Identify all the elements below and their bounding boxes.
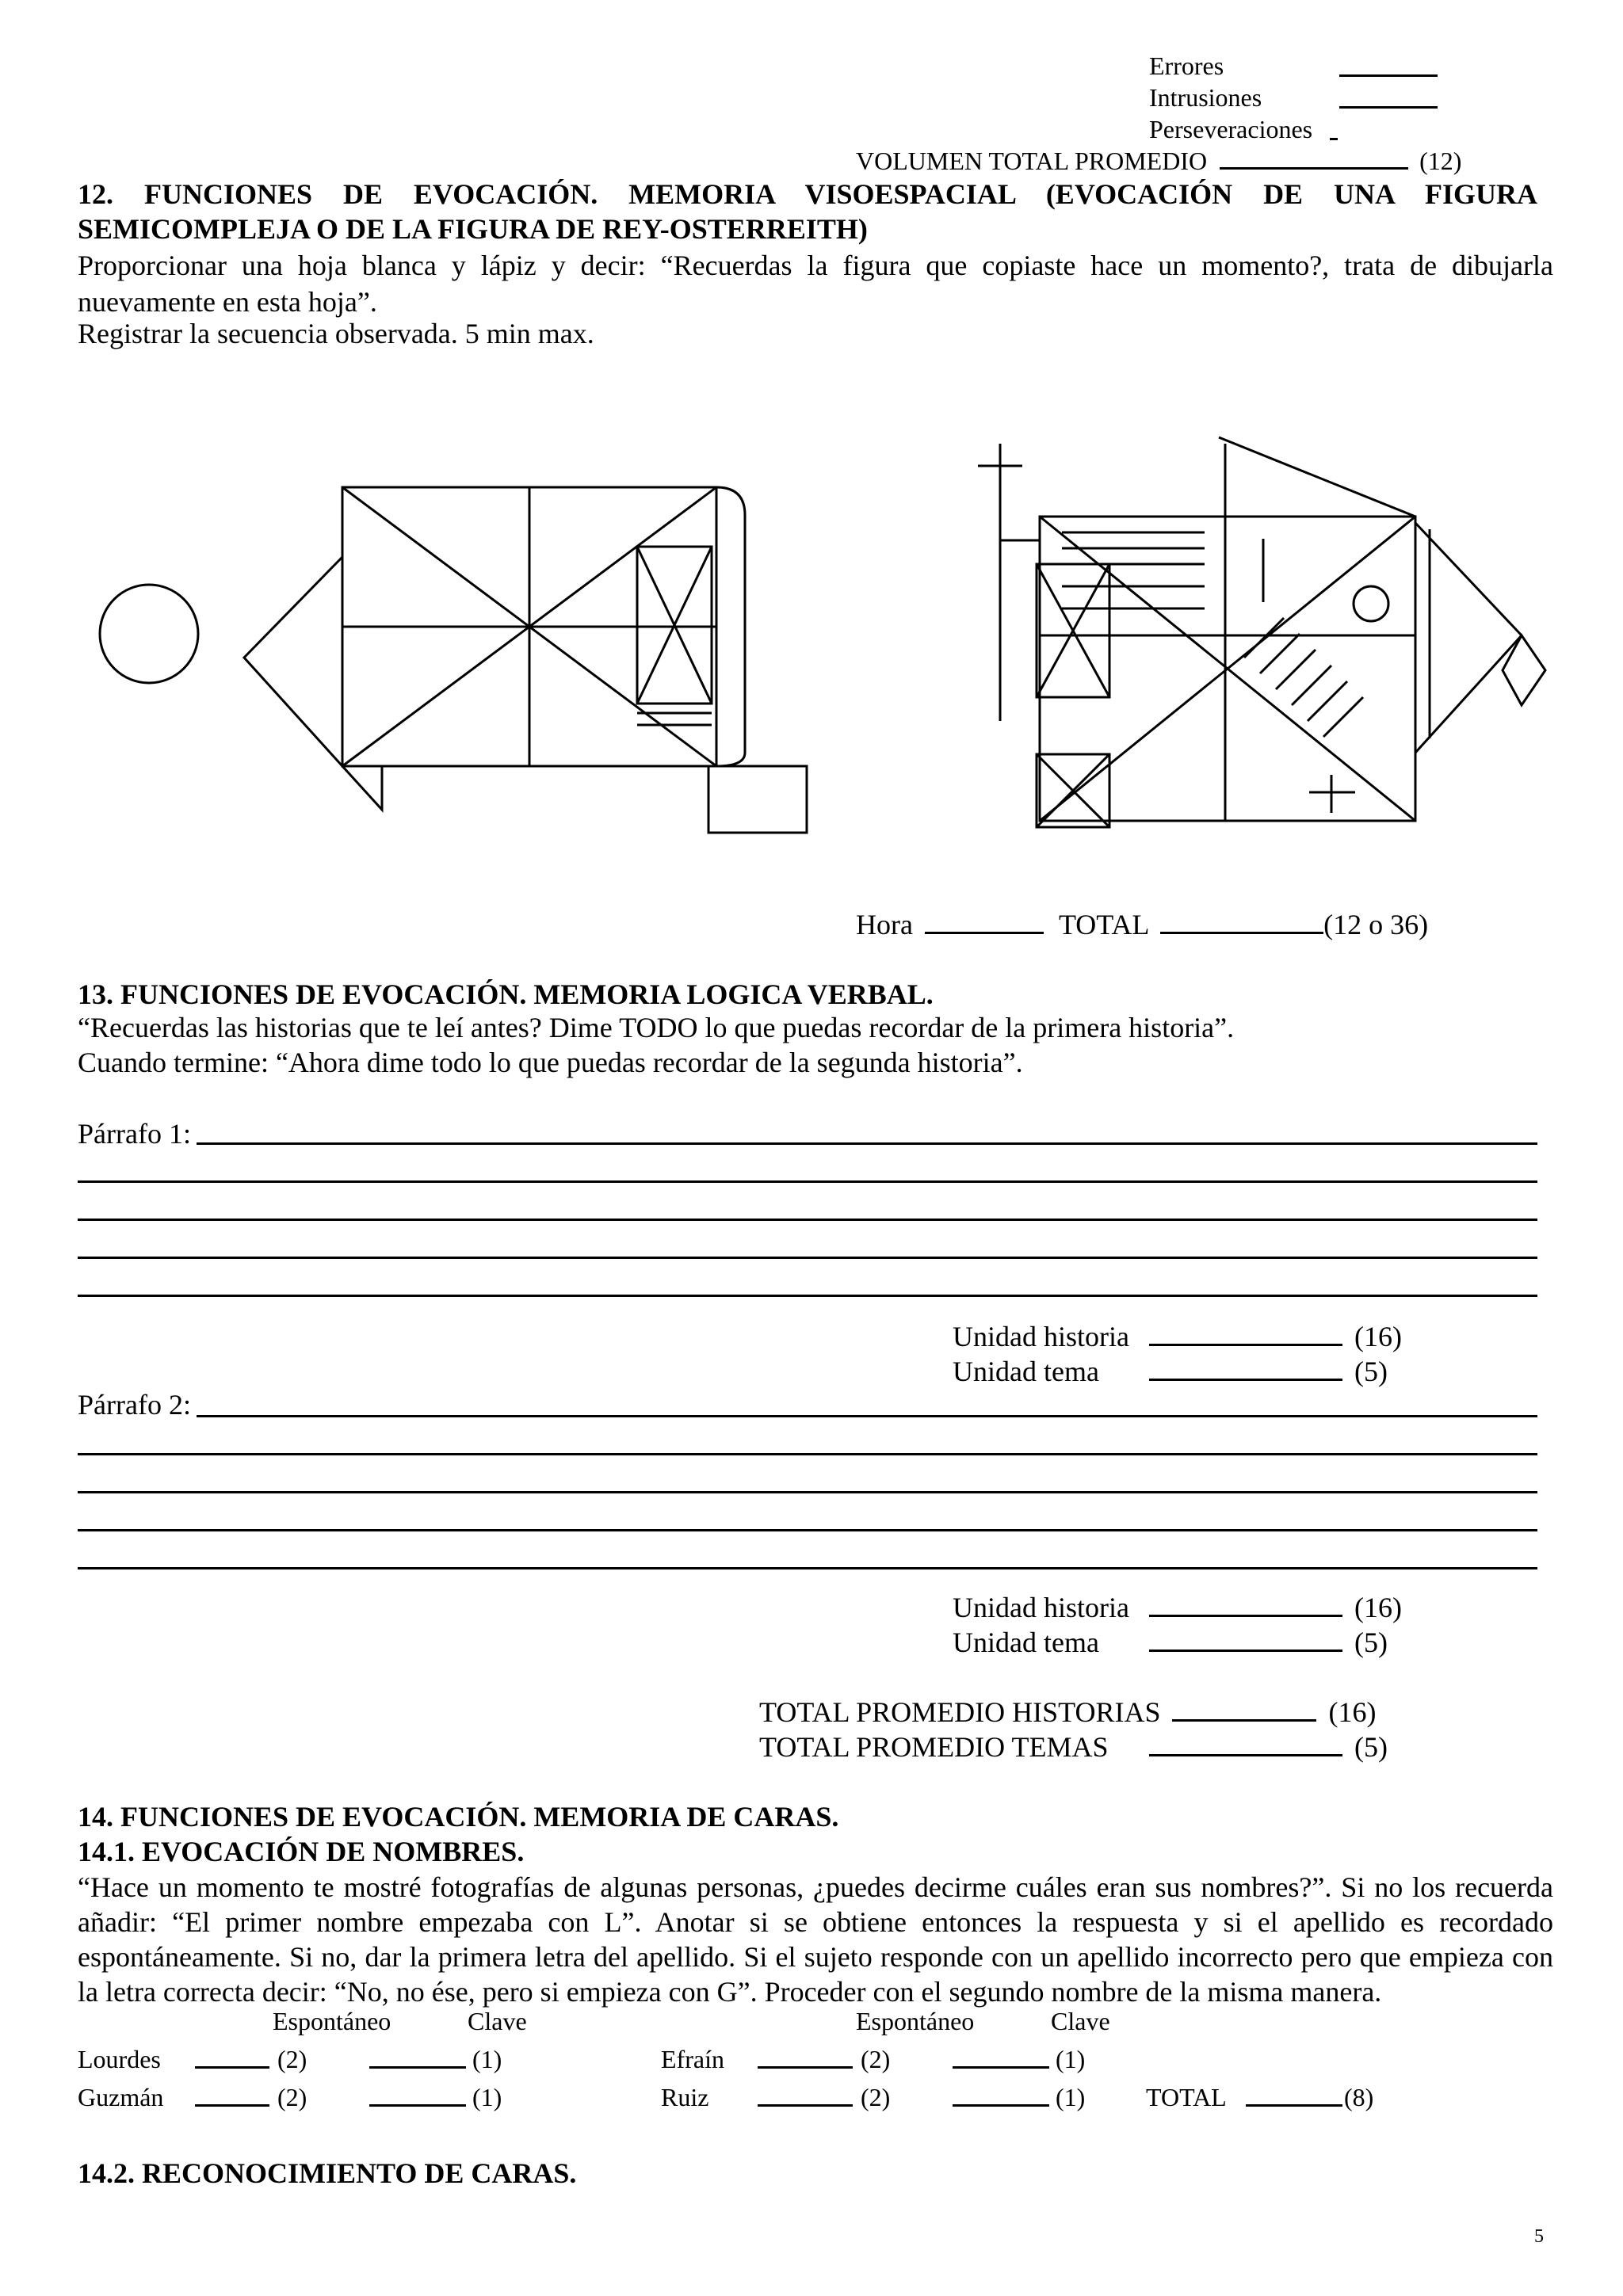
total-historias-max: (16) [1328,1696,1377,1728]
score-clave: (1) [472,2083,502,2111]
hora-label: Hora [856,909,913,940]
total-temas-blank[interactable] [1149,1733,1342,1756]
efrain-clave-blank[interactable] [953,2066,1049,2069]
section14-subtitle: 14.1. EVOCACIÓN DE NOMBRES. [78,1836,525,1867]
lourdes-clave-blank[interactable] [369,2066,466,2069]
section12-total-label: TOTAL [1058,909,1149,940]
volumen-total-row [856,146,1461,176]
unidad-tema-max: (5) [1354,1356,1388,1387]
parrafo1-label: Párrafo 1: [78,1118,191,1150]
p1-unidad-historia-blank[interactable] [1149,1323,1342,1346]
name-ruiz: Ruiz [661,2083,709,2111]
section12-instructions: Proporcionar una hoja blanca y lápiz y decir: “Recuerdas la figura que copiaste hace un momento?, trata de dibujarla nuevamente en esta hoja”. [78,250,1553,318]
ruiz-clave-blank[interactable] [953,2104,1049,2107]
figure-bottom-square [708,766,807,833]
section13-title: 13. FUNCIONES DE EVOCACIÓN. MEMORIA LOGICA VERBAL. [78,978,934,1010]
errores-blank[interactable] [1339,74,1438,77]
section12-score-row [856,908,1428,941]
page-number: 5 [1534,2226,1544,2247]
rey-circle [1354,586,1388,621]
parrafo1-line[interactable] [197,1142,1537,1145]
rey-osterrieth-figure [975,428,1561,856]
unidad-historia-max: (16) [1354,1321,1402,1352]
name-guzman: Guzmán [78,2083,164,2111]
name-lourdes: Lourdes [78,2045,161,2073]
section14-title: 14. FUNCIONES DE EVOCACIÓN. MEMORIA DE CARAS. [78,1801,839,1833]
volumen-total-blank[interactable] [1220,147,1408,170]
unidad-tema-label: Unidad tema [953,1627,1099,1658]
hora-blank[interactable] [925,911,1044,934]
parrafo2-label: Párrafo 2: [78,1389,191,1421]
unidad-tema-label: Unidad tema [953,1356,1099,1387]
figure-circle [100,585,198,683]
unidad-historia-label: Unidad historia [953,1592,1129,1623]
volumen-total-label: VOLUMEN TOTAL PROMEDIO [856,147,1208,175]
parrafo2-line[interactable] [78,1529,1537,1531]
section14-subtitle2: 14.2. RECONOCIMIENTO DE CARAS. [78,2157,577,2189]
total-historias-row [759,1695,1376,1729]
unidad-historia-max: (16) [1354,1592,1402,1623]
section12-title-line1: 12. FUNCIONES DE EVOCACIÓN. MEMORIA VISOESPACIAL (EVOCACIÓN DE UNA FIGURA [78,178,1537,210]
section13-prompt1: “Recuerdas las historias que te leí antes? Dime TODO lo que puedas recordar de la primera historia”. [78,1012,1235,1043]
ruiz-espontaneo-blank[interactable] [758,2104,853,2107]
section14-instructions: “Hace un momento te mostré fotografías de algunas personas, ¿puedes decirme cuáles eran sus nombres?”. Si no los recuerda añadir: “El primer nombre empezaba con L”. Anotar si se obtiene entonces la respuesta y si el apellido es recordado espontáneamente. Si no, dar la primera letra del apellido. Si el sujeto responde con un apellido incorrecto pero que empieza con la letra correcta decir: “No, no ése, pero si empieza con G”. Proceder con el segundo nombre de la misma manera. [78,1871,1553,2008]
intrusiones-label: Intrusiones [1149,83,1262,112]
p2-unidad-tema-row [953,1626,1388,1659]
score-espontaneo: (2) [861,2045,891,2073]
parrafo1-line[interactable] [78,1295,1537,1297]
section14-total-label: TOTAL [1146,2083,1227,2111]
total-temas-max: (5) [1354,1731,1388,1763]
section14-total-max: (8) [1344,2083,1374,2111]
p2-unidad-tema-blank[interactable] [1149,1629,1342,1652]
parrafo1-line[interactable] [78,1219,1537,1221]
intrusiones-blank[interactable] [1339,106,1438,109]
score-clave: (1) [1056,2045,1086,2073]
section13-prompt2: Cuando termine: “Ahora dime todo lo que puedas recordar de la segunda historia”. [78,1047,1023,1078]
p1-unidad-tema-blank[interactable] [1149,1358,1342,1381]
score-espontaneo: (2) [861,2083,891,2111]
section12-total-max: (12 o 36) [1323,909,1429,940]
efrain-espontaneo-blank[interactable] [758,2066,853,2069]
total-temas-label: TOTAL PROMEDIO TEMAS [759,1731,1109,1763]
unidad-tema-max: (5) [1354,1627,1388,1658]
parrafo2-line[interactable] [78,1491,1537,1493]
total-historias-blank[interactable] [1172,1699,1316,1722]
parrafo1-line[interactable] [78,1257,1537,1259]
parrafo1-line[interactable] [78,1180,1537,1183]
volumen-total-max: (12) [1419,147,1462,175]
col-clave-left: Clave [468,2007,527,2035]
p1-unidad-historia-row [953,1320,1402,1353]
errores-label: Errores [1149,51,1224,80]
total-temas-row [759,1730,1388,1764]
score-espontaneo: (2) [277,2045,307,2073]
guzman-espontaneo-blank[interactable] [195,2104,269,2107]
score-clave: (1) [472,2045,502,2073]
col-clave-right: Clave [1051,2007,1110,2035]
parrafo2-line[interactable] [78,1567,1537,1569]
p2-unidad-historia-blank[interactable] [1149,1594,1342,1617]
total-historias-label: TOTAL PROMEDIO HISTORIAS [759,1696,1161,1728]
col-espontaneo-left: Espontáneo [273,2007,391,2035]
section12-total-blank[interactable] [1160,911,1323,934]
p1-unidad-tema-row [953,1355,1388,1388]
section14-total-blank[interactable] [1246,2104,1342,2107]
name-efrain: Efraín [661,2045,724,2073]
figure-left-triangle [244,557,342,766]
score-espontaneo: (2) [277,2083,307,2111]
col-espontaneo-right: Espontáneo [856,2007,975,2035]
guzman-clave-blank[interactable] [369,2104,466,2107]
perseveraciones-blank[interactable] [1330,138,1338,140]
section12-title-line2: SEMICOMPLEJA O DE LA FIGURA DE REY-OSTERREITH) [78,213,868,245]
parrafo2-line[interactable] [197,1415,1537,1417]
perseveraciones-label: Perseveraciones [1149,115,1313,143]
unidad-historia-label: Unidad historia [953,1321,1129,1352]
semicomplex-figure [87,475,816,840]
lourdes-espontaneo-blank[interactable] [195,2066,269,2069]
section12-register: Registrar la secuencia observada. 5 min max. [78,318,594,349]
parrafo2-line[interactable] [78,1453,1537,1455]
p2-unidad-historia-row [953,1591,1402,1624]
score-clave: (1) [1056,2083,1086,2111]
